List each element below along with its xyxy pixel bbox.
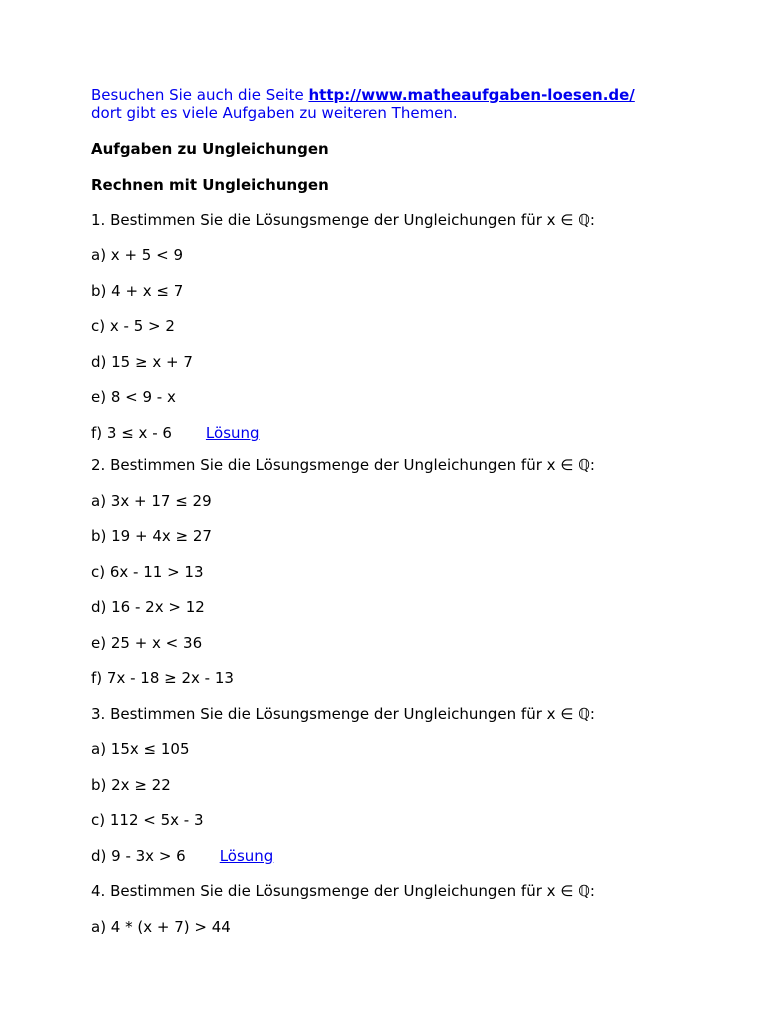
intro-line-1	[91, 86, 635, 104]
sub-heading: Rechnen mit Ungleichungen	[91, 176, 329, 194]
task-3-solution-link[interactable]: Lösung	[219, 847, 274, 865]
task-2-item-d: d) 16 - 2x > 12	[91, 598, 205, 616]
task-2-item-c: c) 6x - 11 > 13	[91, 563, 204, 581]
task-3-item-b: b) 2x ≥ 22	[91, 776, 171, 794]
task-2-item-a: a) 3x + 17 ≤ 29	[91, 492, 212, 510]
task-2-item-e: e) 25 + x < 36	[91, 634, 203, 652]
task-1-item-e: e) 8 < 9 - x	[91, 388, 176, 406]
task-1-item-b: b) 4 + x ≤ 7	[91, 282, 184, 300]
task-3-item-d: d) 9 - 3x > 6	[91, 847, 186, 865]
website-link[interactable]: http://www.matheaufgaben-loesen.de/	[308, 86, 635, 104]
intro-text: Besuchen Sie auch die Seite	[91, 86, 309, 104]
task-1-item-f-row	[91, 424, 260, 442]
task-1-item-c: c) x - 5 > 2	[91, 317, 175, 335]
task-1-item-d: d) 15 ≥ x + 7	[91, 353, 193, 371]
main-heading: Aufgaben zu Ungleichungen	[91, 140, 329, 158]
task-1-item-f: f) 3 ≤ x - 6	[91, 424, 172, 442]
task-1-item-a: a) x + 5 < 9	[91, 246, 183, 264]
task-4-title: 4. Bestimmen Sie die Lösungsmenge der Ungleichungen für x ∈ ℚ:	[91, 882, 595, 900]
task-1-title: 1. Bestimmen Sie die Lösungsmenge der Ungleichungen für x ∈ ℚ:	[91, 211, 595, 229]
task-1-solution-link[interactable]: Lösung	[205, 424, 260, 442]
intro-line-2: dort gibt es viele Aufgaben zu weiteren Themen.	[91, 104, 458, 122]
task-4-item-a: a) 4 * (x + 7) > 44	[91, 918, 231, 936]
task-3-item-c: c) 112 < 5x - 3	[91, 811, 204, 829]
task-2-item-f: f) 7x - 18 ≥ 2x - 13	[91, 669, 234, 687]
task-3-item-a: a) 15x ≤ 105	[91, 740, 190, 758]
task-2-title: 2. Bestimmen Sie die Lösungsmenge der Ungleichungen für x ∈ ℚ:	[91, 456, 595, 474]
task-3-item-d-row	[91, 847, 273, 865]
task-2-item-b: b) 19 + 4x ≥ 27	[91, 527, 212, 545]
task-3-title: 3. Bestimmen Sie die Lösungsmenge der Ungleichungen für x ∈ ℚ:	[91, 705, 595, 723]
